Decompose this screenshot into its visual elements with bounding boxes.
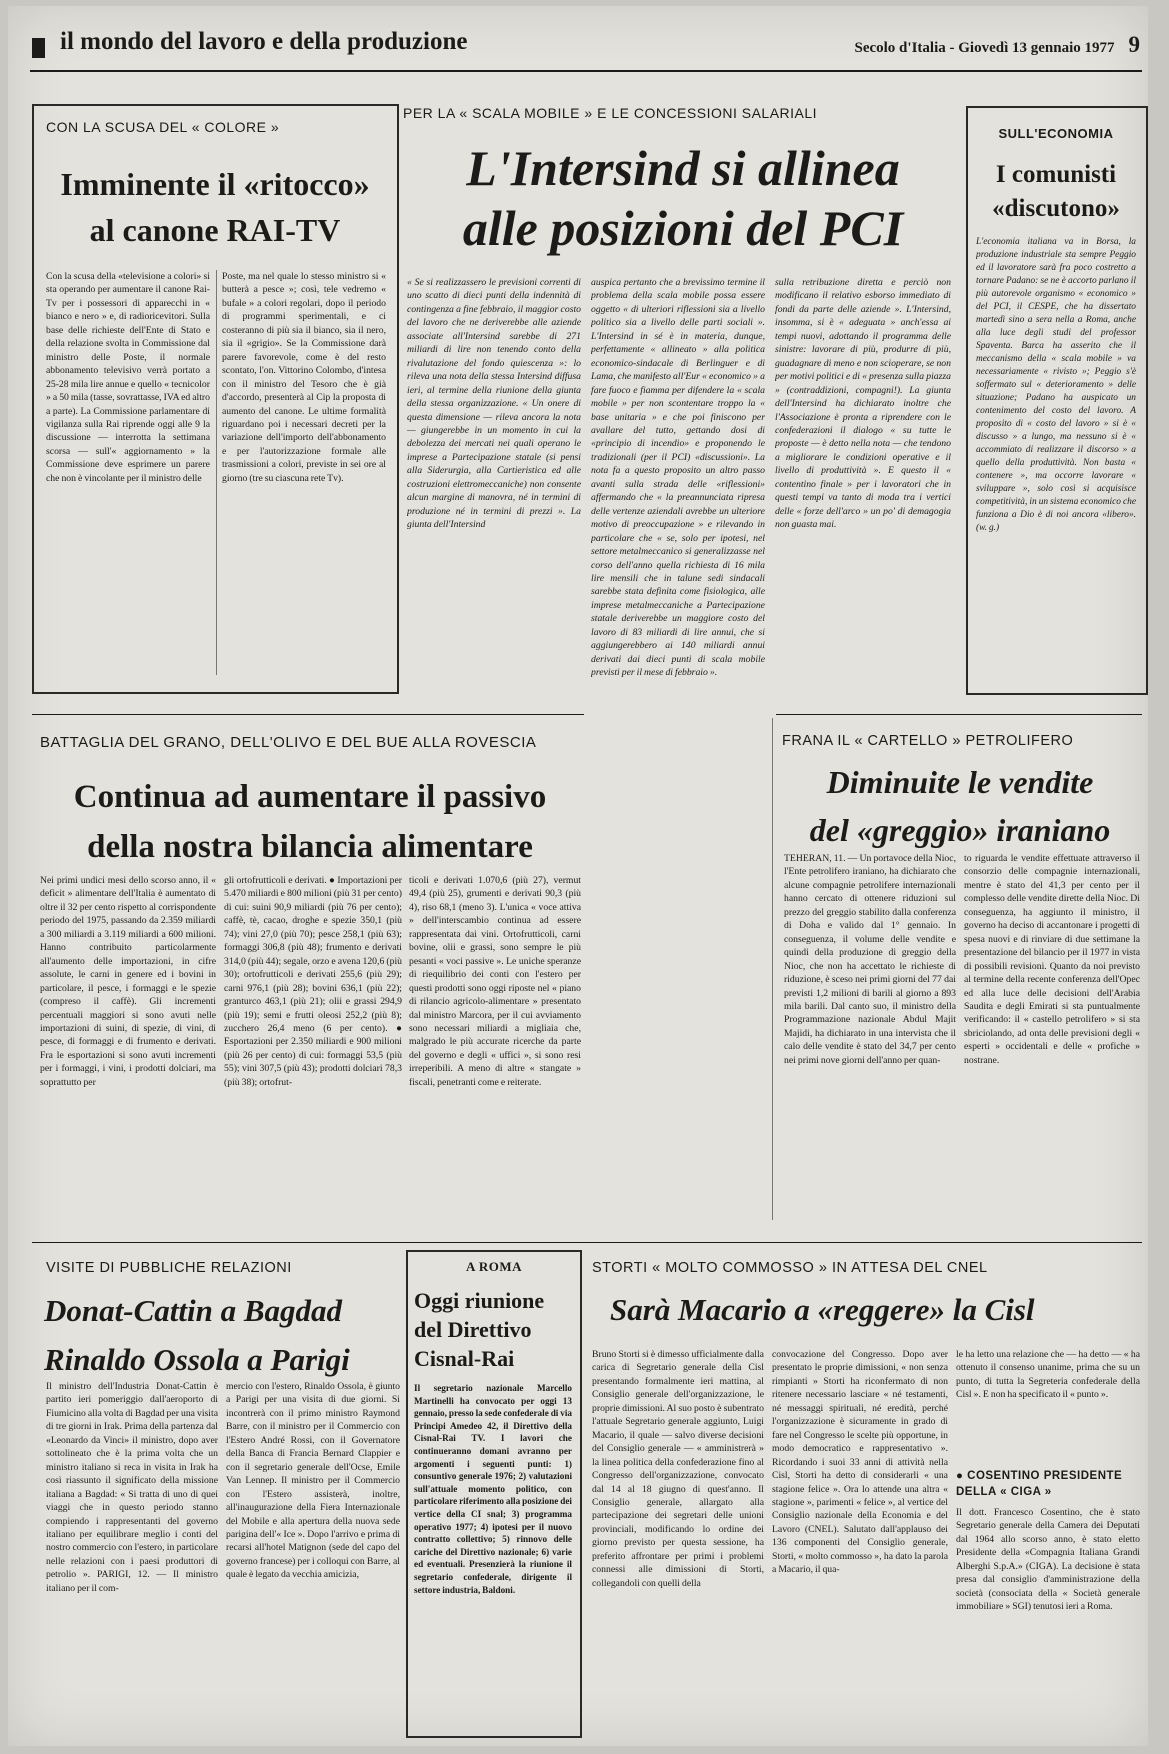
rai-column-2: Poste, ma nel quale lo stesso ministro si « butterà a pesce »; così, tele vedremo « bufale » a colori regolari, dopo il periodo di programmi sperimentali, e ci costeranno di più sia il bianco, sia il nero, sia il «grigio». Se la Commissione darà parere favorevole, come è del resto scontato, l'on. Vittorino Colombo, d'intesa con il ministro del Tesoro che è già d'accordo, presenterà al Cip la proposta di aumento del canone. Le ultime formalità riguardano poi i necessari decreti per la variazione dell'importo dell'abbonamento e per l'autorizzazione formale alle trasmissioni a colori, previste in sei ore al giorno (tre su ciascuna rete Tv). (222, 271, 386, 484)
intersind-column-3: sulla retribuzione diretta e perciò non modificano il relativo esborso immediato di fondi da parte delle aziende ». L'Intersind, insomma, si è « adeguata » anch'essa ai tempi nuovi, adottando il programma delle sinistre: lavorare di più, produrre di più, guadagnare di meno e non scioperare, se non per motivi politici e di « presenza sulla piazza » (contraddizioni, compagni!). La giunta dell'Intersind ha dichiarato inoltre che l'Associazione è pronta a riprendere con le confederazioni il dialogo « su tutte le proposte — è detto nella nota — che tendono a migliorare le condizioni operative e il livello di produttività ». E questo il « contentino finale » per i lavoratori che in questi tempi va tanto di moda tra i vertici delle « forze dell'arco » un po' di demagogia non guasta mai. (775, 277, 951, 531)
rai-column-1: Con la scusa della «televisione a colori» si sta operando per aumentare il canone Rai-Tv per i possessori di apparecchi in « bianco e nero » e, di radioricevitori. Sulla base delle richieste dell'Ente di Stato e della relazione svolta in Commissione dal ministro delle Poste, il normale abbonamento televisivo verrà portato a 25-28 mila lire annue e quello « tecnicolor » a 50 mila (tasse, sovrattasse, IVA ed altro a parte). La Commissione parlamentare di vigilanza sulla Rai riprende oggi alle 9 la discussione — interrotta la settimana scorsa — sull'« aggiornamento » la Commissione deve esprimere un parere che non è vincolante per il ministro delle (46, 271, 210, 484)
bilancia-column-2: gli ortofrutticoli e derivati. ● Importazioni per 5.470 miliardi e 800 milioni (più 31 per cento) di cui: suini 90,9 miliardi (più 76 per cento); caffè, tè, cacao, droghe e spezie 350,1 (più 74); vini 27,0 (più 70); pesce 258,1 (più 63); formaggi 306,8 (più 48); frumento e derivati 314,0 (più 44); segale, orzo e avena 120,6 (più 30); ortofrutticoli e derivati 255,6 (più 29); carni 976,1 (più 28); bovini 636,1 (più 22); granturco 463,1 (più 21); olii e grassi 294,9 (più 19); semi e frutti oleosi 252,2 (più 8); zucchero 26,4 meno (6 per cento). ● Esportazioni per 2.350 miliardi e 900 milioni (più 26 per cento) di cui: formaggi 53,5 (più 55); vini 307,5 (più 43); prodotti dolciari 78,3 (più 38); ortofrut- (224, 875, 402, 1088)
cisnal-headline-line2: del Direttivo (414, 1317, 532, 1342)
rai-headline (40, 166, 390, 250)
bilancia-headline-line1: Continua ad aumentare il passivo (73, 779, 547, 815)
cisl-headline: Sarà Macario a «reggere» la Cisl (610, 1292, 1035, 1327)
cisl-column-1: Bruno Storti si è dimesso ufficialmente dalla carica di Segretario generale della Cisl presentando formalmente ieri mattina, al Consiglio generale dell'organizzazione, le proprie dimissioni. Al suo posto è subentrato l'attuale Segretario generale aggiunto, Luigi Macario, il quale — salvo diverse decisioni del Consiglio generale — « amministrerà » la linea politica della confederazione fino al Congresso dell'organizzazione, convocato dal 14 al 18 giugno di quest'anno. Il Consiglio generale, allargato alla partecipazione dei segretari delle unioni provinciali, modificando lo ordine dei giorno previsto per questa sessione, ha preferito affrontare per primi i problemi connessi alle dimissioni di Storti, collegandoli con quelli della (592, 1349, 764, 1589)
section-rule (776, 714, 1142, 715)
rai-kicker: CON LA SCUSA DEL « COLORE » (46, 119, 280, 135)
column-rule (772, 718, 773, 1220)
cosentino-column: Il dott. Francesco Cosentino, che è stato Segretario generale della Camera dei Deputati dal 1964 allo scorso anno, è stato eletto Presidente della «Compagnia Italiana Grandi Alberghi S.p.A.» (CIGA). La decisione è stata presa dal consiglio d'amministrazione della società (consociata della « Società generale immobiliare » SGI) tenutosi ieri a Roma. (956, 1507, 1140, 1613)
intersind-column-1: « Se si realizzassero le previsioni correnti di uno scatto di dieci punti della indennità di contingenza a fine febbraio, il maggior costo del lavoro che ne deriverebbe alle aziende associate all'Intersind sarebbe di 271 miliardi di lire non tenendo conto della rivalutazione del fondo quiescenza »: lo rileva una nota della stessa Intersind diffusa ieri, al termine della riunione della giunta della stessa organizzazione. « Un onere di questa dimensione — rileva ancora la nota — giungerebbe in un momento in cui la debolezza dei mercati nei quali operano le imprese a Partecipazione statale (si pensi alla Siderurgia, alla Cartieristica ed alle costruzioni elettromeccaniche) non consente alcun margine di manovra, né in termini di produzione né in termini di prezzi ». La giunta dell'Intersind (407, 277, 581, 531)
intersind-column-2: auspica pertanto che a brevissimo termine il problema della scala mobile possa essere oggetto « di ulteriori riflessioni sia a livello politico sia a livello delle parti sociali ». L'Intersind in sé è in materia, dunque, perfettamente « allineato » alla politica economico-sindacale di Berlinguer e di Lama, che manifesto all'Eur « economico » a fare fuoco e fiamma per difendere la « scala mobile » per non scontentare troppo la « base unitaria » e che poi finiscono per avallare del tutto, gettando dosi di «principio di incendio» e proponendo le tradizionali (per il PCI) «discussioni». La nota fa a questo proposito un altro passo avanti sulla strada delle «riflessioni» affermando che « la preannunciata ripresa delle vertenze aziendali avrebbe un ulteriore motivo di preoccupazione » e rilevando in particolare che « se, solo per ipotesi, nel settore metalmeccanico si generalizzasse nel corso dell'anno quella richiesta di 16 mila lire mensili che in talune sedi sindacali sarebbe stata definita come fisiologica, alle imprese metalmeccaniche a Partecipazione statale deriverebbe un maggiore costo del lavoro di 83 miliardi di lire annui, che si aggiungerebbero ai 140 miliardi annui derivati dai dieci punti di scala mobile previsti per il mese di febbraio ». (591, 277, 765, 679)
greggio-headline (778, 758, 1142, 854)
cisnal-kicker: A ROMA (465, 1259, 523, 1274)
cisnal-headline-line1: Oggi riunione (414, 1288, 545, 1313)
cisl-column-2: convocazione del Congresso. Dopo aver presentato le proprie dimissioni, « non senza rimpianti » Storti ha riconfermato di non ritenere necessario lasciare « né testamenti, né messaggi spirituali, né eredità, perché l'organizzazione è sicuramente in grado di fare nel Congresso le scelte più opportune, in modo democratico e rappresentativo ». Ricordando i suoi 33 anni di attività nella Cisl, Storti ha detto di considerarli « una stagione felice ». Ora lo attende una altra « stagione », parimenti « felice », al vertice del Consiglio nazionale della Economia e del Lavoro (CNEL). Salutato dall'applauso dei 136 componenti del Consiglio generale, Storti, « molto commosso », ha dato la parola a Macario, il qua- (772, 1349, 948, 1576)
bilancia-headline-line2: della nostra bilancia alimentare (87, 829, 533, 865)
comunisti-headline-line2: «discutono» (992, 195, 1120, 222)
donat-column-2: mercio con l'estero, Rinaldo Ossola, è giunto a Parigi per una visita di due giorni. Si incontrerà con il primo ministro Raymond Barre, con il ministro per il Commercio con l'Estero André Rossi, con il Governatore della Banca di Francia Bernard Clappier e con il segretario generale dell'Ocse, Emile Van Lennep. Il ministro per il Commercio con l'Estero assisterà, inoltre, all'inaugurazione della Fiera Internazionale del Mobile e alla apertura della nuova sede parigina dell'« Ice ». Dopo l'arrivo e prima di recarsi all'hotel Matignon (sede del capo del governo francese) per i colloqui con Barre, al quale è legato da vecchia amicizia, (226, 1381, 400, 1581)
dateline-group (854, 32, 1140, 58)
bilancia-column-1: Nei primi undici mesi dello scorso anno, il « deficit » alimentare dell'Italia è aumentato di oltre il 32 per cento rispetto al corrispondente periodo del 1975, passando da 2.359 miliardi a 300 miliardi a 3.119 miliardi a 600 milioni. Hanno contribuito particolarmente all'aumento delle importazioni, in cifre assolute, le carni in genere ed i bovini in particolare, il pesce, i formaggi e le spezie (compreso il caffè). Gli incrementi percentuali maggiori si sono avuti nelle importazioni di suini, di spezie, di vini, di pesce, di formaggi e di frumento e derivati. Fra le esportazioni si sono avuti incrementi per i formaggi, i vini, i prodotti dolciari, ma soprattutto per (40, 875, 216, 1088)
greggio-kicker: FRANA IL « CARTELLO » PETROLIFERO (782, 733, 1074, 749)
comunisti-headline (968, 158, 1144, 226)
donat-kicker: VISITE DI PUBBLICHE RELAZIONI (46, 1260, 292, 1276)
intersind-kicker: PER LA « SCALA MOBILE » E LE CONCESSIONI SALARIALI (403, 105, 818, 121)
cisnal-headline-line3: Cisnal-Rai (414, 1346, 515, 1371)
comunisti-headline-line1: I comunisti (995, 161, 1117, 188)
section-title: il mondo del lavoro e della produzione (60, 28, 468, 55)
dateline: Secolo d'Italia - Giovedì 13 gennaio 1977 (854, 40, 1115, 56)
newspaper-page (8, 6, 1148, 1746)
intersind-headline-line1: L'Intersind si allinea (466, 140, 900, 196)
donat-headline (36, 1286, 414, 1384)
column-rule (216, 270, 217, 675)
intersind-headline-line2: alle posizioni del PCI (462, 200, 904, 256)
bilancia-column-3: ticoli e derivati 1.070,6 (più 27), vermut 49,4 (più 25), grumenti e derivati 90,3 (più 4), riso 68,1 (meno 3). L'unica « voce attiva » dell'interscambio continua ad essere rappresentata dai vini. Ortofrutticoli, carni bovine, olii e grassi, sono sempre le più pesanti « voci passive ». Le uniche speranze di riequilibrio dei conti con l'estero per questi prodotti sono oggi riposte nel « piano di rilancio agricolo-alimentare » presentato dal ministro Marcora, per il cui avviamento sono necessari miliardi a migliaia che, malgrado le più accurate ricerche da parte del governo e degli « uffici », si sono resi irreperibili. A meno di altre « stangate » fiscali, penetranti come e reiterate. (409, 875, 581, 1088)
donat-column-1: Il ministro dell'Industria Donat-Cattin è partito ieri pomeriggio dall'aeroporto di Fiumicino alla volta di Bagdad per una visita di tre giorni in Irak. Prima della partenza dal «Leonardo da Vinci» il ministro, dopo aver sottolineato che è la prima volta che un ministro italiano si reca in visita in Irak ha così riassunto il significato della missione italiana a Bagdad: « Si tratta di uno di quei viaggi che in questo periodo stanno compiendo i rappresentanti del governo italiano per equilibrare meglio i conti del nostro commercio con l'estero, in particolare nelle relazioni con i paesi produttori di petrolio ». PARIGI, 12. — Il ministro italiano per il com- (46, 1381, 218, 1594)
cisnal-headline (414, 1286, 574, 1373)
comunisti-kicker: SULL'ECONOMIA (998, 126, 1114, 141)
rai-headline-line2: al canone RAI-TV (89, 211, 341, 248)
intersind-headline (403, 138, 963, 258)
cisnal-column: Il segretario nazionale Marcello Martinelli ha convocato per oggi 13 gennaio, presso la sede confederale di via Principi Amedeo 42, il Direttivo della Cisnal-Rai TV. I lavori che continueranno domani avranno per argomenti i seguenti punti: 1) consuntivo generale 1976; 2) valutazioni sull'attuale momento politico, con particolare riferimento alla posizione dei vertice della CI snal; 3) programma operativo 1977; 4) ipotesi per il nuovo contratto collettivo; 5) rinnovo delle cariche del Direttivo nazionale; 6) varie ed eventuali. Presenzierà la riunione il segretario confederale, dirigente il settore industria, Baldoni. (414, 1383, 572, 1595)
bilancia-kicker: BATTAGLIA DEL GRANO, DELL'OLIVO E DEL BUE ALLA ROVESCIA (40, 734, 537, 751)
section-rule (32, 714, 584, 715)
greggio-headline-line1: Diminuite le vendite (826, 764, 1094, 800)
bilancia-headline (36, 772, 584, 872)
cisl-column-3: le ha letto una relazione che — ha detto — « ha ottenuto il consenso unanime, prima che su un punto, di tutta la Segreteria confederale della Cisl ». E non ha specificato il « punto ». (956, 1349, 1140, 1401)
greggio-column-1: TEHERAN, 11. — Un portavoce della Nioc, l'Ente petrolifero iraniano, ha dichiarato che alcune compagnie petrolifere internazionali hanno cercato di ottenere riduzioni sul prezzo del greggio stabilito dalla conferenza di Doha e valido dal 1° gennaio. In conseguenza, il volume delle vendite e quindi della produzione di greggio della Nioc, che non ha accettato le richieste di riduzione, è sceso nei primi giorni del 77 dai previsti 1,2 milioni di barili al giorno a 893 mila barili. Dal canto suo, il ministro della Programmazione nazionale Abdul Majit Majidi, ha dichiarato in una intervista che il calo delle vendite è stato del 34,7 per cento nei primi nove giorni dell'anno per quan- (784, 853, 956, 1066)
masthead-rule (30, 70, 1142, 72)
greggio-headline-line2: del «greggio» iraniano (809, 812, 1111, 848)
section-rule (32, 1242, 1142, 1243)
cosentino-subhead: ● COSENTINO PRESIDENTE DELLA « CIGA » (956, 1470, 1123, 1498)
donat-headline-line2: Rinaldo Ossola a Parigi (44, 1342, 350, 1377)
cisl-kicker: STORTI « MOLTO COMMOSSO » IN ATTESA DEL CNEL (592, 1260, 988, 1276)
comunisti-column: L'economia italiana va in Borsa, la produzione industriale sta sempre Peggio ed il lavoratore sarà fra poco costretto a tornare Padano: se ne è accorto parlano il più autorevole organismo « economico » del PCI, il CESPE, che ha dissertato martedì sino a sera nella a Roma, anche alla luce degli studi del professor Spaventa. Barca ha asserito che il meccanismo della « scala mobile » va necessariamente « rivisto »; Peggio s'è soffermato sul « deterioramento » delle situazione; Padano ha auspicato un contenimento del costo del lavoro. A proposito di « costo del lavoro » si è « discusso » a lungo, ma nessuno si è « accommiato di realizzare il discorso » a quello della produttività. Non basta « contenere », ma occorre lavorare « sviluppare », solo così si acquisisce competitività, in un sistema economico che funziona a Dio è di noi ancora «libero». (w. g.) (976, 237, 1136, 533)
rai-headline-line1: Imminente il «ritocco» (60, 166, 370, 202)
page-number: 9 (1128, 32, 1140, 57)
masthead (30, 28, 1140, 68)
donat-headline-line1: Donat-Cattin a Bagdad (44, 1293, 342, 1328)
greggio-column-2: to riguarda le vendite effettuate attraverso il consorzio delle compagnie internazionali, mentre è stato del 41,3 per cento per il complesso delle vendite dirette della Nioc. Di conseguenza, ha aggiunto il ministro, il governo ha deciso di accantonare i progetti di spesa nuovi e di rinviare di due settimane la presentazione del bilancio per il 1977 in vista di possibili revisioni. Quanto da noi previsto al termine della recente conferenza dell'Opec ed alla luce delle decisioni dell'Arabia Saudita e degli Emirati si sta puntualmente verificando: il « castello petrolifero » si sta sbriciolando, ad onta delle previsioni degli « esperti » occidentali e delle « profiche » nostrane. (964, 853, 1140, 1066)
section-square-mark (32, 38, 45, 58)
